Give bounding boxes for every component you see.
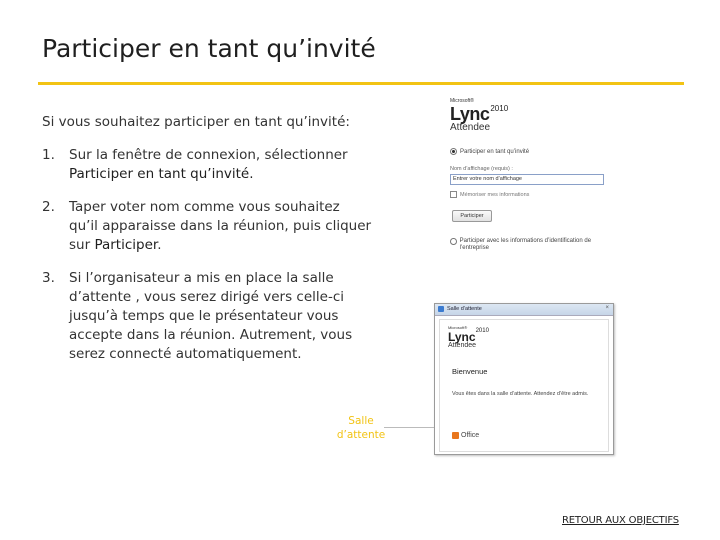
step-item [42, 198, 372, 255]
remember-label: Mémoriser mes informations [460, 191, 530, 198]
radio-selected-icon [450, 148, 457, 155]
waiting-room-screenshot [434, 303, 614, 455]
radio-unselected-icon [450, 238, 457, 245]
corporate-option-label: Participer avec les informations d’identification de l’entreprise [459, 238, 592, 251]
lync-product-name: Lync [450, 104, 490, 124]
guest-option[interactable] [450, 148, 529, 155]
step-emphasis: Participer [94, 237, 158, 253]
step-number: 3. [42, 270, 55, 286]
intro-text: Si vous souhaitez participer en tant qu’invité: [42, 114, 350, 130]
lync-edition: Attendee [448, 342, 477, 349]
name-field[interactable]: Entrer votre nom d’affichage [450, 174, 604, 185]
step-emphasis: Participer en tant qu’invité. [69, 166, 254, 182]
lync-year: 2010 [475, 328, 489, 334]
welcome-heading: Bienvenue [452, 367, 488, 376]
step-item [42, 269, 372, 364]
step-number: 1. [42, 147, 55, 163]
step-tail: . [157, 237, 162, 253]
waiting-message: Vous êtes dans la salle d’attente. Attendez d’être admis. [452, 391, 589, 397]
lync-product-name: Lync [448, 330, 476, 344]
step-text: Taper voter nom comme vous souhaitez qu’il apparaisse dans la réunion, puis cliquer sur [69, 199, 372, 253]
microsoft-wordmark: Microsoft® [450, 98, 474, 104]
step-number: 2. [42, 199, 55, 215]
steps-list [42, 146, 372, 378]
waiting-room-title: Salle d’attente [447, 306, 482, 312]
guest-option-label: Participer en tant qu’invité [460, 148, 530, 155]
office-icon [452, 432, 459, 439]
checkbox-icon [450, 191, 457, 198]
slide-title: Participer en tant qu’invité [42, 34, 376, 63]
join-button[interactable]: Participer [452, 210, 492, 222]
lync-year: 2010 [490, 104, 509, 113]
return-to-objectives-link[interactable]: RETOUR AUX OBJECTIFS [562, 515, 679, 526]
corporate-option[interactable] [450, 238, 610, 252]
title-rule [38, 82, 684, 85]
lync-edition: Attendee [450, 122, 491, 133]
close-icon[interactable]: × [605, 305, 609, 311]
step-text: Sur la fenêtre de connexion, sélectionner [69, 147, 348, 163]
lync-login-screenshot [446, 96, 616, 256]
step-text: Si l’organisateur a mis en place la salle d’attente , vous serez dirigé vers celle-ci jusqu’à temps que le présentateur vous accepte dans la réunion. Autrement, vous serez connecté automatiquement. [69, 270, 353, 362]
step-item [42, 146, 372, 184]
name-field-label: Nom d’affichage (requis) : [450, 166, 513, 172]
callout-connector [384, 427, 434, 428]
remember-checkbox[interactable] [450, 191, 529, 198]
lync-app-icon [438, 306, 444, 312]
waiting-room-callout: Salle d’attente [336, 415, 386, 441]
waiting-room-content [439, 319, 609, 452]
microsoft-wordmark: Microsoft® [448, 325, 468, 330]
office-wordmark: Office [461, 432, 480, 439]
waiting-room-titlebar [435, 304, 613, 316]
office-logo [452, 432, 479, 439]
